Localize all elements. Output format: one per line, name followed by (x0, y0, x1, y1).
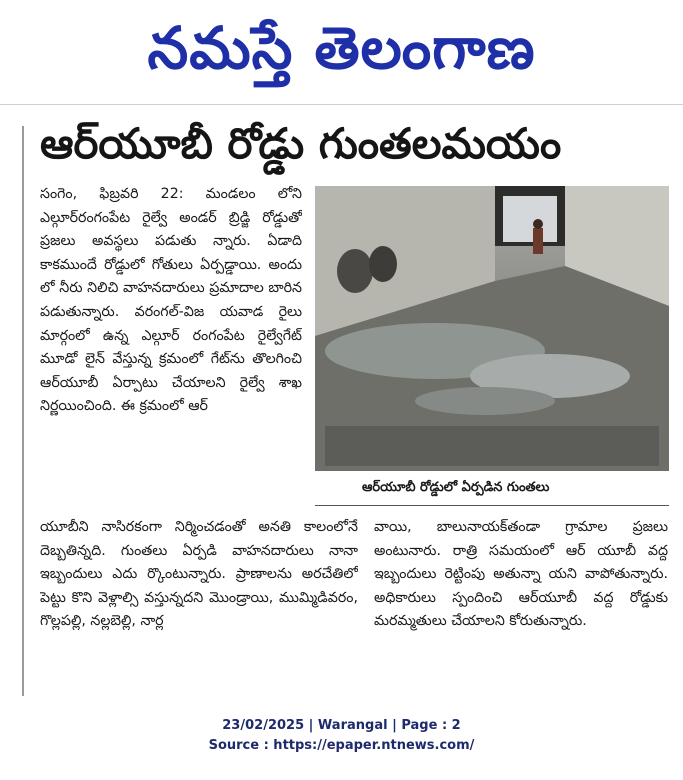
article-body-right: వాయి, బాలునాయక్‌తండా గ్రామాల ప్రజలు అంటునారు. రాత్రి సమయంలో ఆర్ యూబీ వద్ద ఇబ్బందులు రెట్టింపు అతున్నా యని వాపోతున్నారు. అధికారులు స్పందించి ఆర్‌యూబీ వద్ద రోడ్డుకు మరమ్మతులు చేయాలని కోరుతున్నారు. (374, 519, 668, 630)
photo-caption: ఆర్‌యూబీ రోడ్డులో ఏర్పడిన గుంతలు (362, 480, 550, 495)
footer-source-link[interactable]: Source : https://epaper.ntnews.com/ (208, 738, 475, 753)
article-body-left-continued: యూబీని నాసిరకంగా నిర్మించడంతో అనతి కాలంలోనే దెబ్బతిన్నది. గుంతలు ఏర్పడి వాహనదారులు నానా ఇబ్బందులు ఎదు ర్కొంటున్నారు. ప్రాణాలను అరచేతిలో పెట్టు కొని వెళ్లాల్సి వస్తున్నదని మొండ్రాయి, ముమ్మిడివరం, గొల్లపల్లి, నల్లబెల్లి, నార్ల (40, 519, 358, 630)
caption-divider (315, 505, 669, 506)
underpass-road-image (315, 186, 669, 471)
article-headline: ఆర్‌యూబీ రోడ్డు గుంతలమయం (40, 119, 562, 168)
article-body-left: సంగెం, ఫిబ్రవరి 22: మండలం లోని ఎల్గూర్‌రంగంపేట రైల్వే అండర్ బ్రిడ్జి రోడ్డుతో ప్రజలు అవస్థలు పడుతు న్నారు. ఏడాది కాకముందే రోడ్డులో గోతులు ఏర్పడ్డాయి. అందు లో నీరు నిలిచి వాహనదారులు ప్రమాదాల బారిన పడుతున్నారు. వరంగల్‌-విజ యవాడ రైలు మార్గంలో ఉన్న ఎల్గూర్ రంగంపేట రైల్వేగేట్ మూడో లైన్ వేస్తున్న క్రమంలో గేట్‌ను తొలగించి ఆర్‌యూబీ ఏర్పాటు చేయాలని రైల్వే శాఖ నిర్ణయించింది. ఈ క్రమంలో ఆర్ (40, 186, 302, 415)
article-photo (315, 186, 669, 471)
masthead-title: నమస్తే తెలంగాణ (147, 14, 536, 82)
column-rule (22, 126, 24, 696)
page-footer (0, 716, 683, 756)
masthead (0, 0, 683, 96)
footer-edition-info: 23/02/2025 | Warangal | Page : 2 (222, 718, 461, 733)
next-article-edge (40, 690, 670, 698)
masthead-divider (0, 104, 683, 105)
